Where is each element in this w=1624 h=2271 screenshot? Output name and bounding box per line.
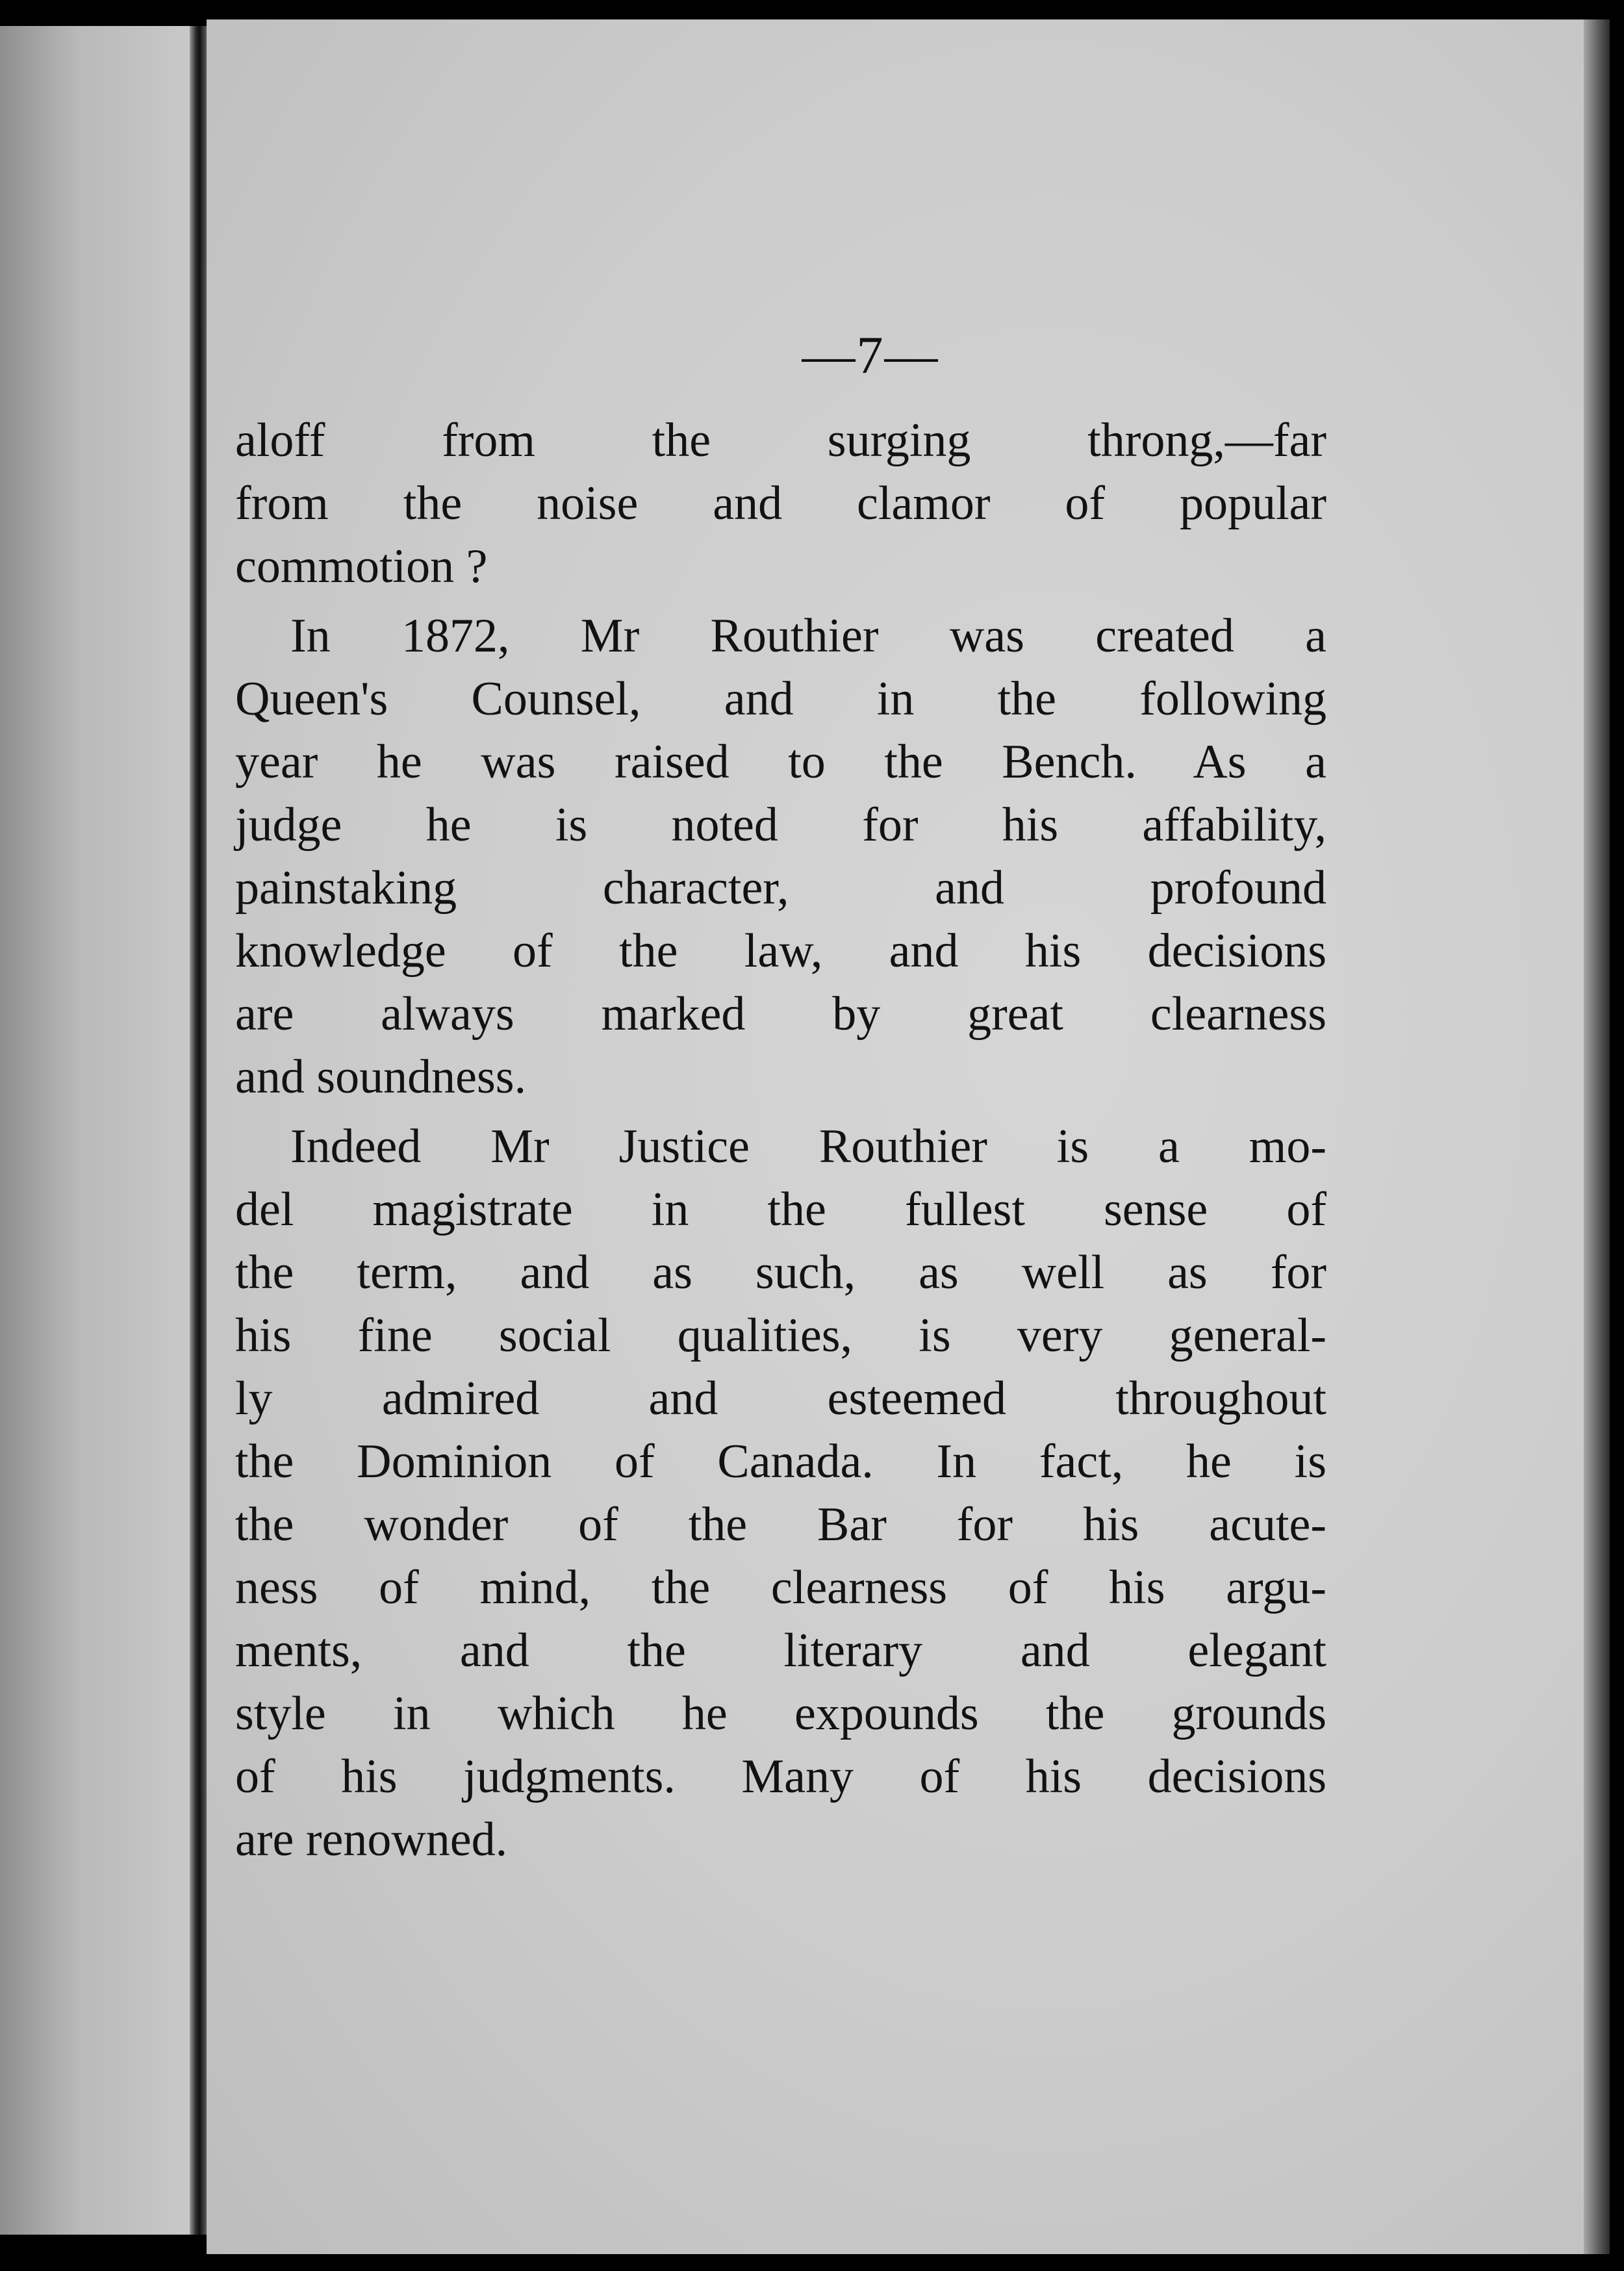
- text-line: judge he is noted for his affability,: [235, 798, 1326, 852]
- text-line: from the noise and clamor of popular: [235, 477, 1326, 530]
- text-line: are renowned.: [235, 1813, 508, 1866]
- text-line: painstaking character, and profound: [235, 861, 1326, 915]
- page-number: —7—: [802, 325, 939, 385]
- text-line: ness of mind, the clearness of his argu-: [235, 1561, 1326, 1614]
- text-line: Indeed Mr Justice Routhier is a mo-: [290, 1120, 1326, 1173]
- text-line: ments, and the literary and elegant: [235, 1624, 1326, 1677]
- text-line: the term, and as such, as well as for: [235, 1246, 1326, 1299]
- text-line: the wonder of the Bar for his acute-: [235, 1498, 1326, 1551]
- text-line: Queen's Counsel, and in the following: [235, 672, 1326, 726]
- text-line: commotion ?: [235, 540, 488, 593]
- text-line: are always marked by great clearness: [235, 987, 1326, 1041]
- text-line: year he was raised to the Bench. As a: [235, 735, 1326, 789]
- text-line: In 1872, Mr Routhier was created a: [290, 609, 1326, 663]
- text-line: style in which he expounds the grounds: [235, 1687, 1326, 1740]
- text-line: knowledge of the law, and his decisions: [235, 924, 1326, 978]
- text-line: del magistrate in the fullest sense of: [235, 1183, 1326, 1236]
- text-line: ly admired and esteemed throughout: [235, 1372, 1326, 1425]
- body-text: [235, 409, 1326, 1871]
- text-line: aloff from the surging throng,—far: [235, 414, 1326, 467]
- text-line: and soundness.: [235, 1050, 527, 1104]
- text-line: his fine social qualities, is very general-: [235, 1309, 1326, 1362]
- text-line: of his judgments. Many of his decisions: [235, 1750, 1326, 1803]
- text-line: the Dominion of Canada. In fact, he is: [235, 1435, 1326, 1488]
